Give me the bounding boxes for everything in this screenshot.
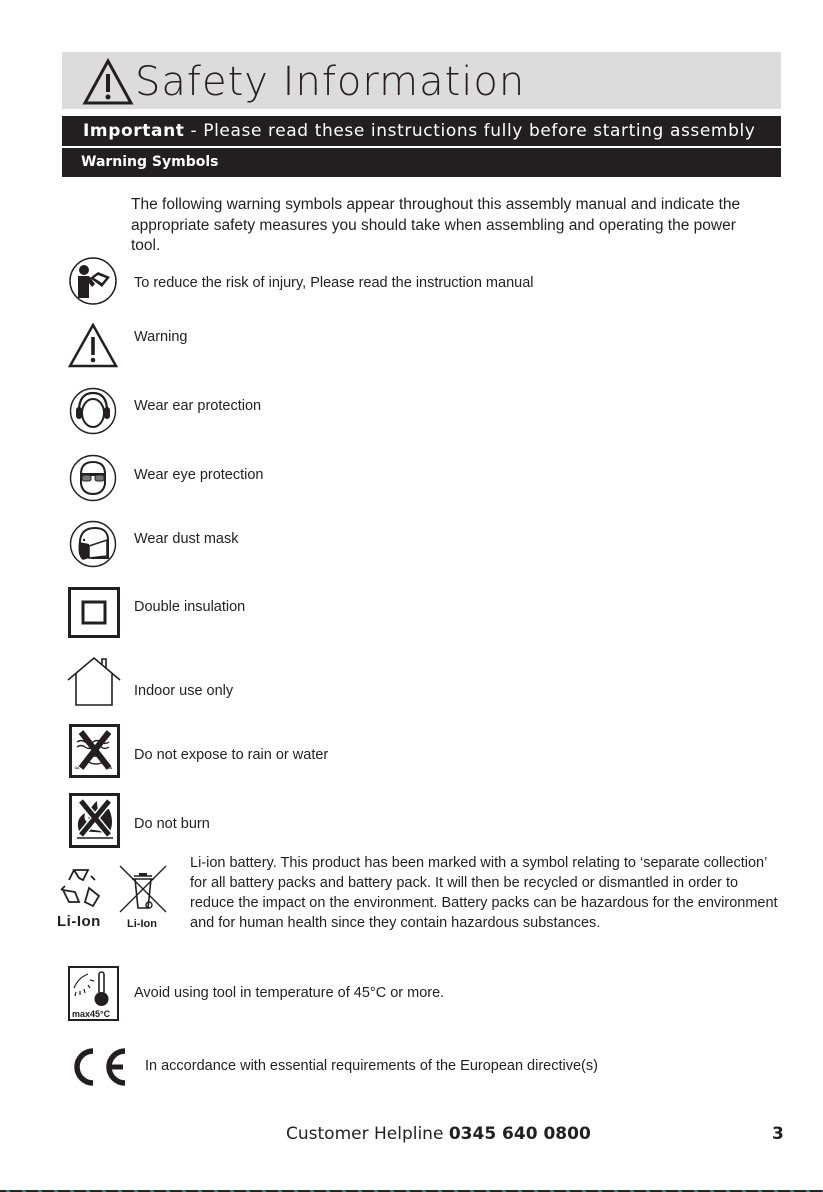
dust-mask-icon bbox=[69, 520, 117, 568]
ce-text: In accordance with essential requirements of the European directive(s) bbox=[145, 1058, 598, 1074]
svg-text:≈: ≈ bbox=[74, 764, 80, 772]
customer-helpline bbox=[286, 1124, 591, 1144]
symbol-label: Wear dust mask bbox=[134, 531, 239, 547]
eye-protection-icon bbox=[69, 454, 117, 502]
crossed-bin-icon bbox=[118, 864, 168, 914]
no-rain-icon bbox=[69, 724, 120, 778]
recycle-li-ion-label: Li-Ion bbox=[57, 913, 101, 930]
helpline-number: 0345 640 0800 bbox=[448, 1124, 591, 1144]
symbol-label: Do not expose to rain or water bbox=[134, 747, 329, 763]
symbol-label: Warning bbox=[134, 329, 188, 345]
indoor-house-icon bbox=[66, 656, 122, 707]
temperature-text: Avoid using tool in temperature of 45°C or more. bbox=[134, 985, 445, 1001]
ce-mark-icon bbox=[69, 1047, 131, 1087]
symbol-label: Double insulation bbox=[134, 599, 246, 615]
symbol-label: To reduce the risk of injury, Please read the instruction manual bbox=[134, 275, 534, 291]
title-band bbox=[62, 52, 781, 109]
read-manual-icon bbox=[68, 256, 118, 306]
section-heading: Warning Symbols bbox=[81, 154, 219, 170]
battery-disposal-text: Li-ion battery. This product has been marked with a symbol relating to ‘separate collection’ for all battery packs and battery pack. It will then be recycled or dismantled in order to reduce the impact on the environment. Battery packs can be hazardous for the environment and for human health since they contain hazardous substances. bbox=[190, 855, 778, 931]
important-banner bbox=[62, 116, 781, 146]
important-text: - Please read these instructions fully before starting assembly bbox=[184, 121, 756, 141]
symbol-label: Indoor use only bbox=[134, 683, 234, 699]
page-number: 3 bbox=[772, 1124, 784, 1144]
symbol-label: Do not burn bbox=[134, 816, 210, 832]
ear-protection-icon bbox=[69, 387, 117, 435]
recycle-icon bbox=[57, 866, 105, 914]
intro-paragraph: The following warning symbols appear throughout this assembly manual and indicate the appropriate safety measures you should take when assembling and operating the power tool. bbox=[131, 196, 741, 254]
symbol-label: Wear ear protection bbox=[134, 398, 262, 414]
bin-li-ion-label: Li-Ion bbox=[127, 918, 157, 930]
page-title: Safety Information bbox=[135, 59, 526, 105]
max-temperature-icon bbox=[68, 966, 119, 1021]
helpline-label: Customer Helpline bbox=[286, 1124, 449, 1144]
warning-triangle-icon bbox=[68, 323, 118, 368]
symbol-label: Wear eye protection bbox=[134, 467, 264, 483]
svg-text:≈: ≈ bbox=[107, 764, 113, 772]
warning-triangle-icon bbox=[82, 58, 134, 106]
no-burn-icon bbox=[69, 793, 120, 848]
important-label: Important bbox=[83, 121, 185, 141]
double-insulation-icon bbox=[68, 587, 120, 638]
max-temp-label: max45°C bbox=[72, 1009, 111, 1019]
section-banner bbox=[62, 148, 781, 177]
